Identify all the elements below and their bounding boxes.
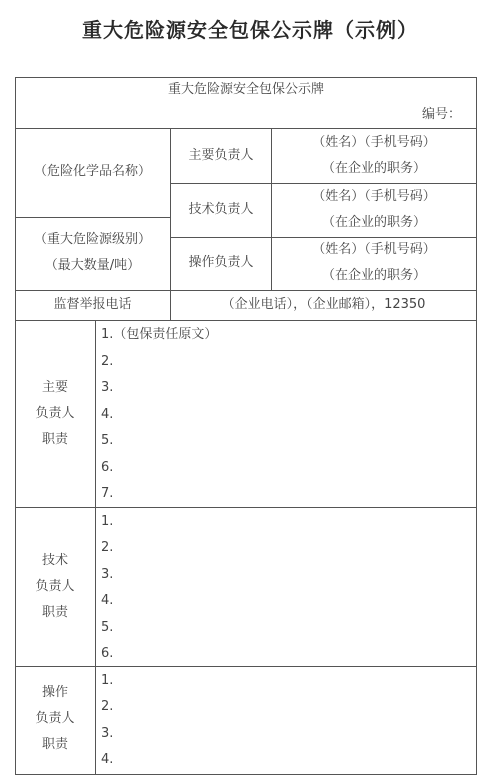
duty-item: 2. <box>101 699 114 714</box>
duty-item: 1. <box>101 673 114 688</box>
duty-item: 4. <box>101 752 114 767</box>
supervision-label: 监督举报电话 <box>53 297 132 312</box>
row-divider <box>15 507 477 508</box>
row-divider <box>15 290 477 291</box>
row-divider <box>170 237 477 238</box>
role-contact-operation: （姓名）（手机号码） <box>312 242 436 257</box>
duty-item: 1. <box>101 514 114 529</box>
hazard-level-label: （重大危险源级别） <box>33 232 151 247</box>
duty-label-line: 职责 <box>41 605 68 620</box>
row-divider <box>15 320 477 321</box>
duty-item: 2. <box>101 354 114 369</box>
chemical-name-label: （危险化学品名称） <box>33 164 151 179</box>
duty-label-line: 职责 <box>41 432 68 447</box>
row-divider <box>15 128 477 129</box>
duty-label-line: 负责人 <box>35 579 75 594</box>
column-divider <box>271 128 272 291</box>
role-contact-technical: （姓名）（手机号码） <box>312 189 436 204</box>
serial-number-label: 编号： <box>422 107 462 122</box>
duty-label-line: 技术 <box>41 553 68 568</box>
duty-item: 3. <box>101 567 114 582</box>
role-label-operation: 操作负责人 <box>188 255 254 270</box>
duty-item: 4. <box>101 593 114 608</box>
duty-item: 6. <box>101 646 114 661</box>
duty-item: 7. <box>101 486 114 501</box>
role-position-main: （在企业的职务） <box>321 161 426 176</box>
row-divider <box>15 217 170 218</box>
duty-item: 3. <box>101 726 114 741</box>
duty-item: 3. <box>101 380 114 395</box>
page-title: 重大危险源安全包保公示牌（示例） <box>82 18 418 42</box>
duty-item: 4. <box>101 407 114 422</box>
column-divider <box>95 320 96 775</box>
duty-label-line: 主要 <box>41 380 68 395</box>
duty-label-line: 操作 <box>41 685 68 700</box>
board-title: 重大危险源安全包保公示牌 <box>167 82 324 97</box>
table-border-right <box>476 77 477 775</box>
role-contact-main: （姓名）（手机号码） <box>312 135 436 150</box>
supervision-value: （企业电话），（企业邮箱），12350 <box>221 297 426 312</box>
role-label-technical: 技术负责人 <box>188 202 254 217</box>
role-position-technical: （在企业的职务） <box>321 215 426 230</box>
duty-item: 6. <box>101 460 114 475</box>
table-border-left <box>15 77 16 775</box>
duty-label-line: 负责人 <box>35 406 75 421</box>
duty-item: 5. <box>101 620 114 635</box>
row-divider <box>15 666 477 667</box>
duty-label-line: 负责人 <box>35 711 75 726</box>
table-border-top <box>15 77 477 78</box>
duty-label-line: 职责 <box>41 737 68 752</box>
duty-item: 5. <box>101 433 114 448</box>
role-position-operation: （在企业的职务） <box>321 268 426 283</box>
row-divider <box>170 183 477 184</box>
duty-item: 1.（包保责任原文） <box>101 327 218 342</box>
table-border-bottom <box>15 774 477 775</box>
role-label-main: 主要负责人 <box>188 148 254 163</box>
duty-item: 2. <box>101 540 114 555</box>
max-quantity-label: （最大数量/吨） <box>44 258 141 273</box>
